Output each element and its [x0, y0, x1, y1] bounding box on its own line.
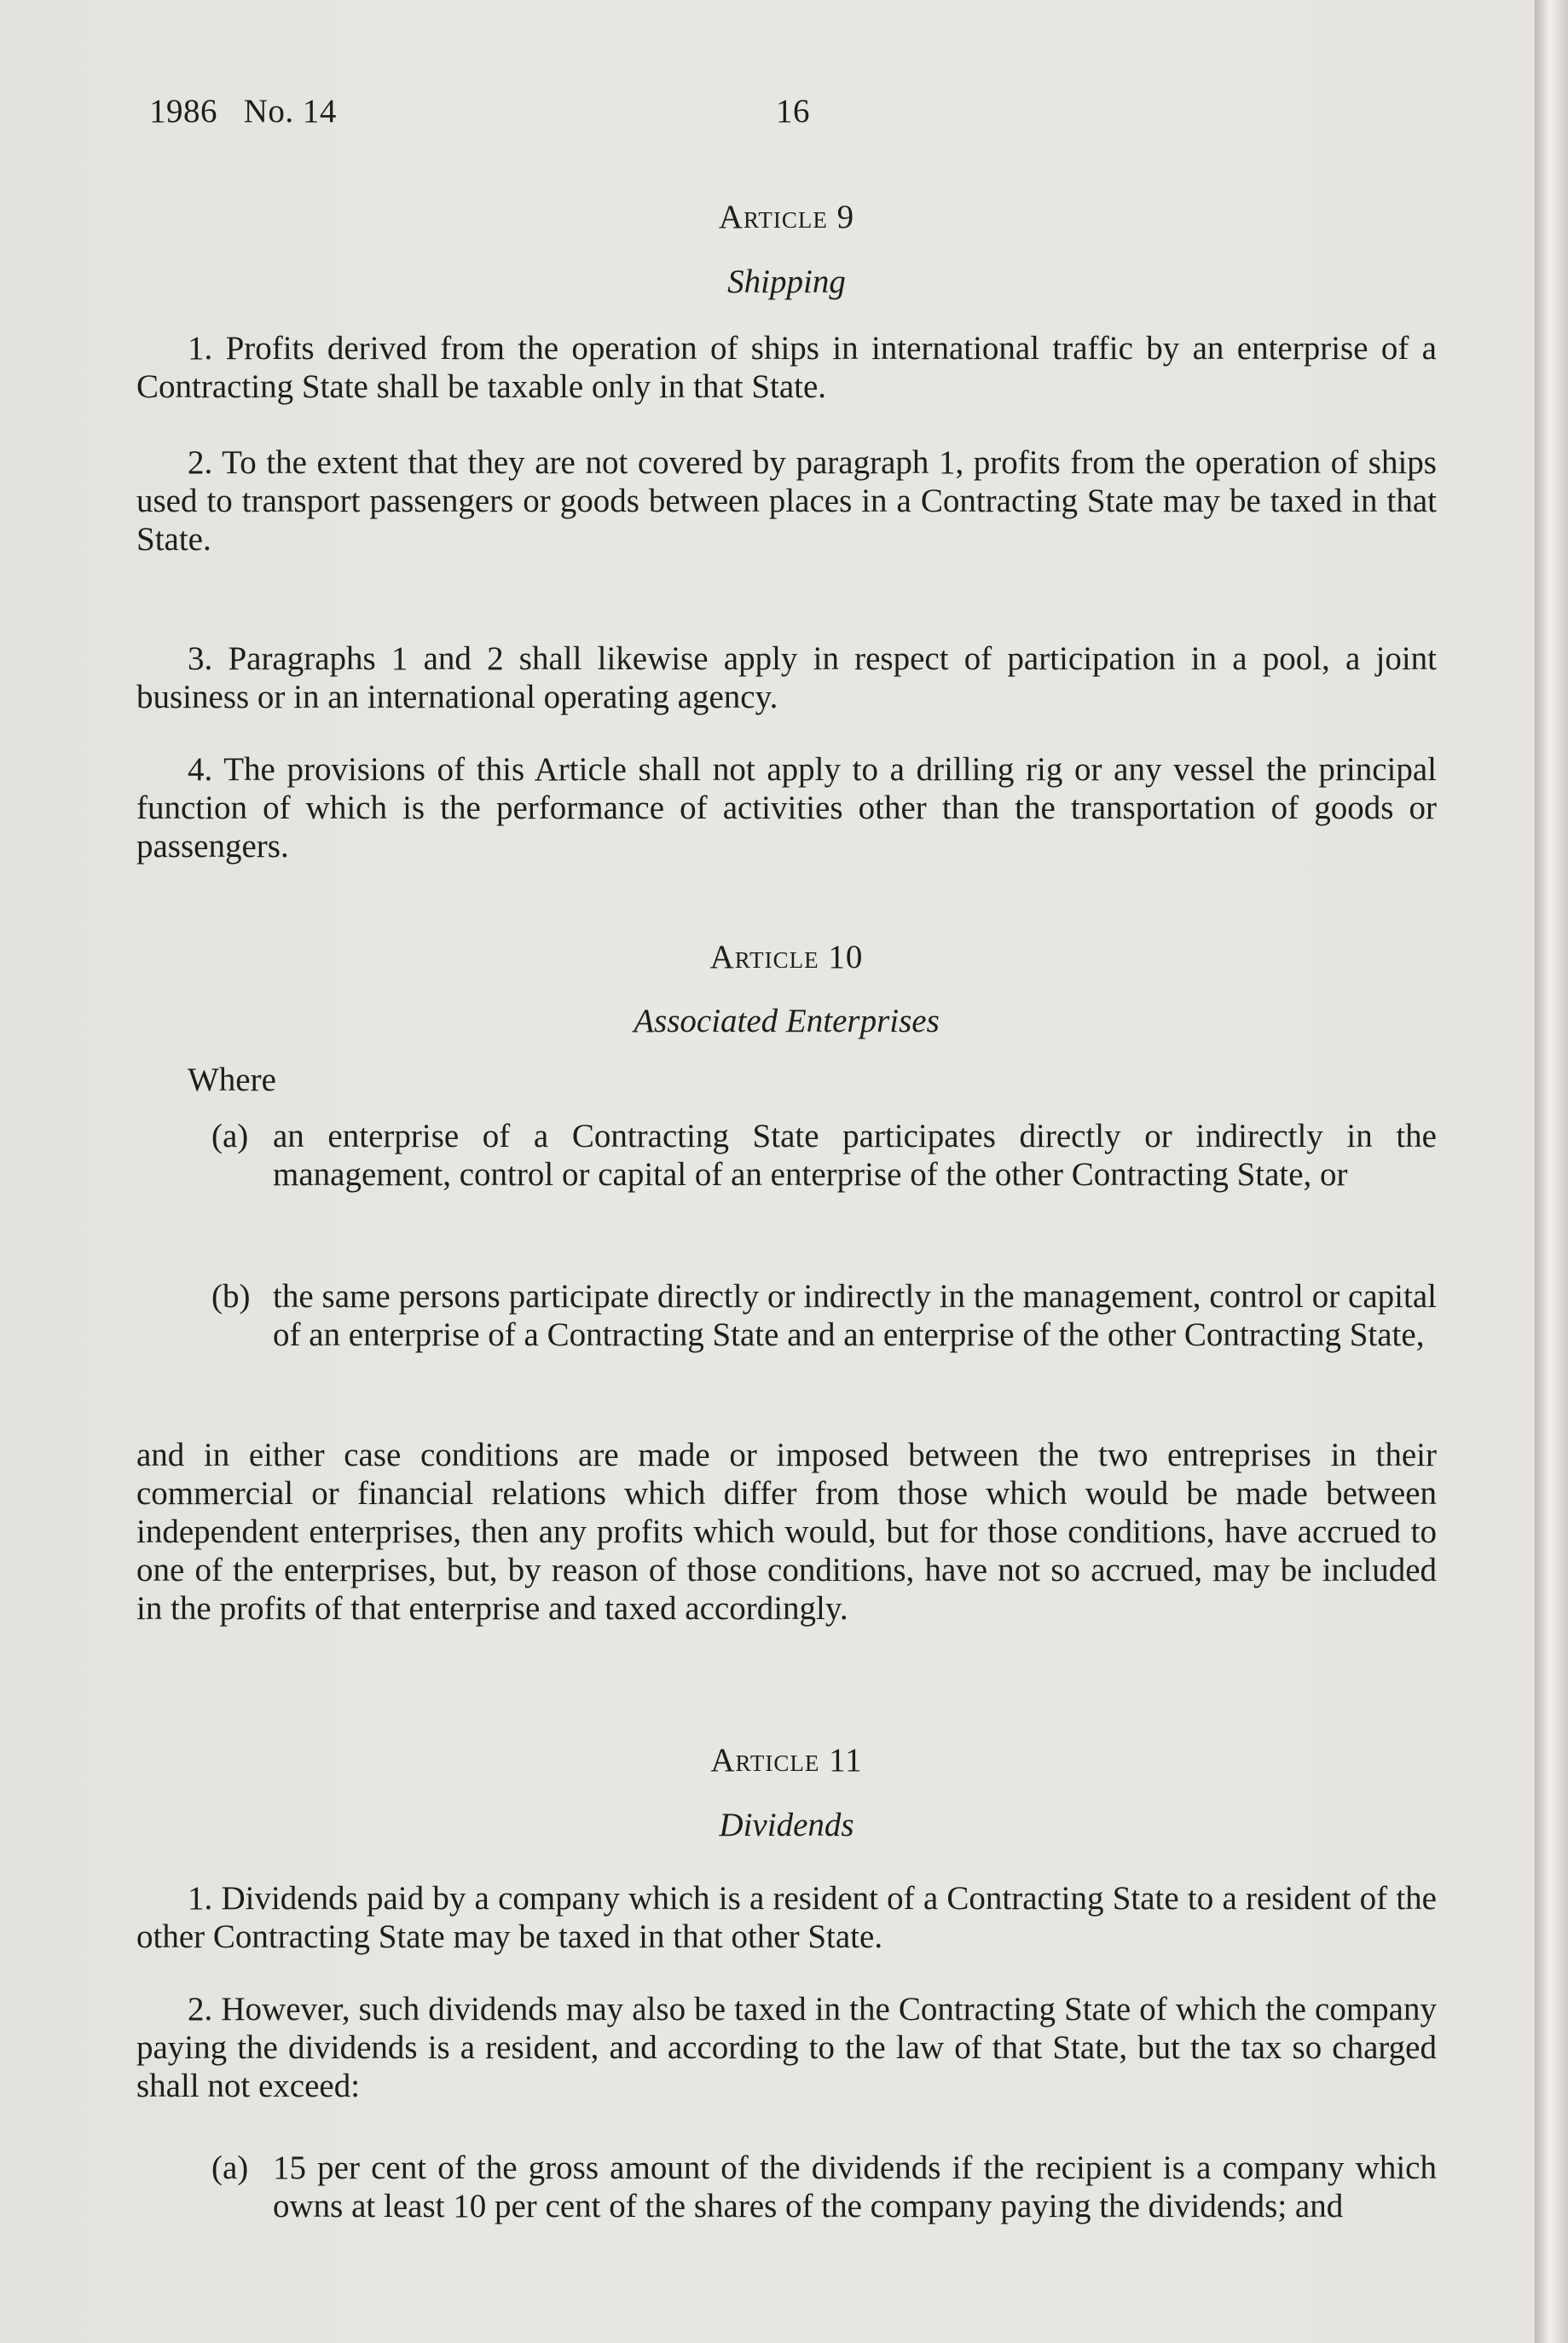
article-10-where: [136, 1061, 1437, 1099]
paragraph-text: 2. However, such dividends may also be taxed in the Contracting State of which the company paying the dividends is a resident, and according to the law of that State, but the tax so charged shall not exceed:: [136, 1991, 1437, 2104]
article-9-paragraph-1: [136, 329, 1437, 406]
article-10-subheading: Associated Enterprises: [634, 1003, 940, 1039]
item-label: (a): [211, 2149, 249, 2186]
article-11-item-a: [136, 2149, 1437, 2225]
article-9-paragraph-2: [136, 443, 1437, 558]
item-text: 15 per cent of the gross amount of the dividends if the recipient is a company which owns at least 10 per cent of the shares of the company paying the dividends; and: [273, 2149, 1437, 2224]
paragraph-text: 1. Dividends paid by a company which is a resident of a Contracting State to a resident of the other Contracting State may be taxed in that other State.: [136, 1880, 1437, 1955]
article-11-heading: Article 11: [710, 1742, 863, 1779]
article-11-paragraph-2: [136, 1990, 1437, 2105]
article-9-paragraph-3: [136, 639, 1437, 716]
paragraph-text: 1. Profits derived from the operation of ships in international traffic by an enterprise of a Contracting State shall be taxable only in that State.: [136, 330, 1437, 405]
page-number: 16: [776, 93, 810, 130]
article-9-paragraph-4: [136, 750, 1437, 865]
item-label: (a): [211, 1118, 249, 1154]
paragraph-text: 4. The provisions of this Article shall not apply to a drilling rig or any vessel the principal function of which is the performance of activities other than the transportation of goods or passengers.: [136, 751, 1437, 865]
article-10-heading: Article 10: [709, 939, 864, 975]
header-act-number: 1986 No. 14: [149, 93, 337, 130]
book-spine-edge: [1535, 0, 1568, 2343]
article-11-subheading: Dividends: [719, 1807, 854, 1843]
article-10-item-b: [136, 1277, 1437, 1354]
item-text: the same persons participate directly or indirectly in the management, control or capital of an enterprise of a Contracting State and an enterprise of the other Contracting State,: [273, 1278, 1437, 1353]
article-10-closing-paragraph: [136, 1436, 1437, 1628]
paragraph-text: 2. To the extent that they are not covered by paragraph 1, profits from the operation of ships used to transport passengers or goods between places in a Contracting State may be taxed in that State.: [136, 444, 1437, 558]
article-10-item-a: [136, 1117, 1437, 1194]
article-9-subheading: Shipping: [727, 263, 846, 300]
where-text: Where: [188, 1062, 276, 1098]
paragraph-text: 3. Paragraphs 1 and 2 shall likewise apply in respect of participation in a pool, a joint business or in an international operating agency.: [136, 640, 1437, 715]
paragraph-text: and in either case conditions are made or imposed between the two entreprises in their commercial or financial relations which differ from those which would be made between independent enterprises, then any profits which would, but for those conditions, have accrued to one of the enterprises, but, by reason of those conditions, have not so accrued, may be included in the profits of that enterprise and taxed accordingly.: [136, 1437, 1437, 1627]
item-text: an enterprise of a Contracting State participates directly or indirectly in the management, control or capital of an enterprise of the other Contracting State, or: [273, 1118, 1437, 1193]
article-9-heading: Article 9: [718, 199, 855, 235]
item-label: (b): [211, 1278, 251, 1315]
article-11-paragraph-1: [136, 1879, 1437, 1956]
